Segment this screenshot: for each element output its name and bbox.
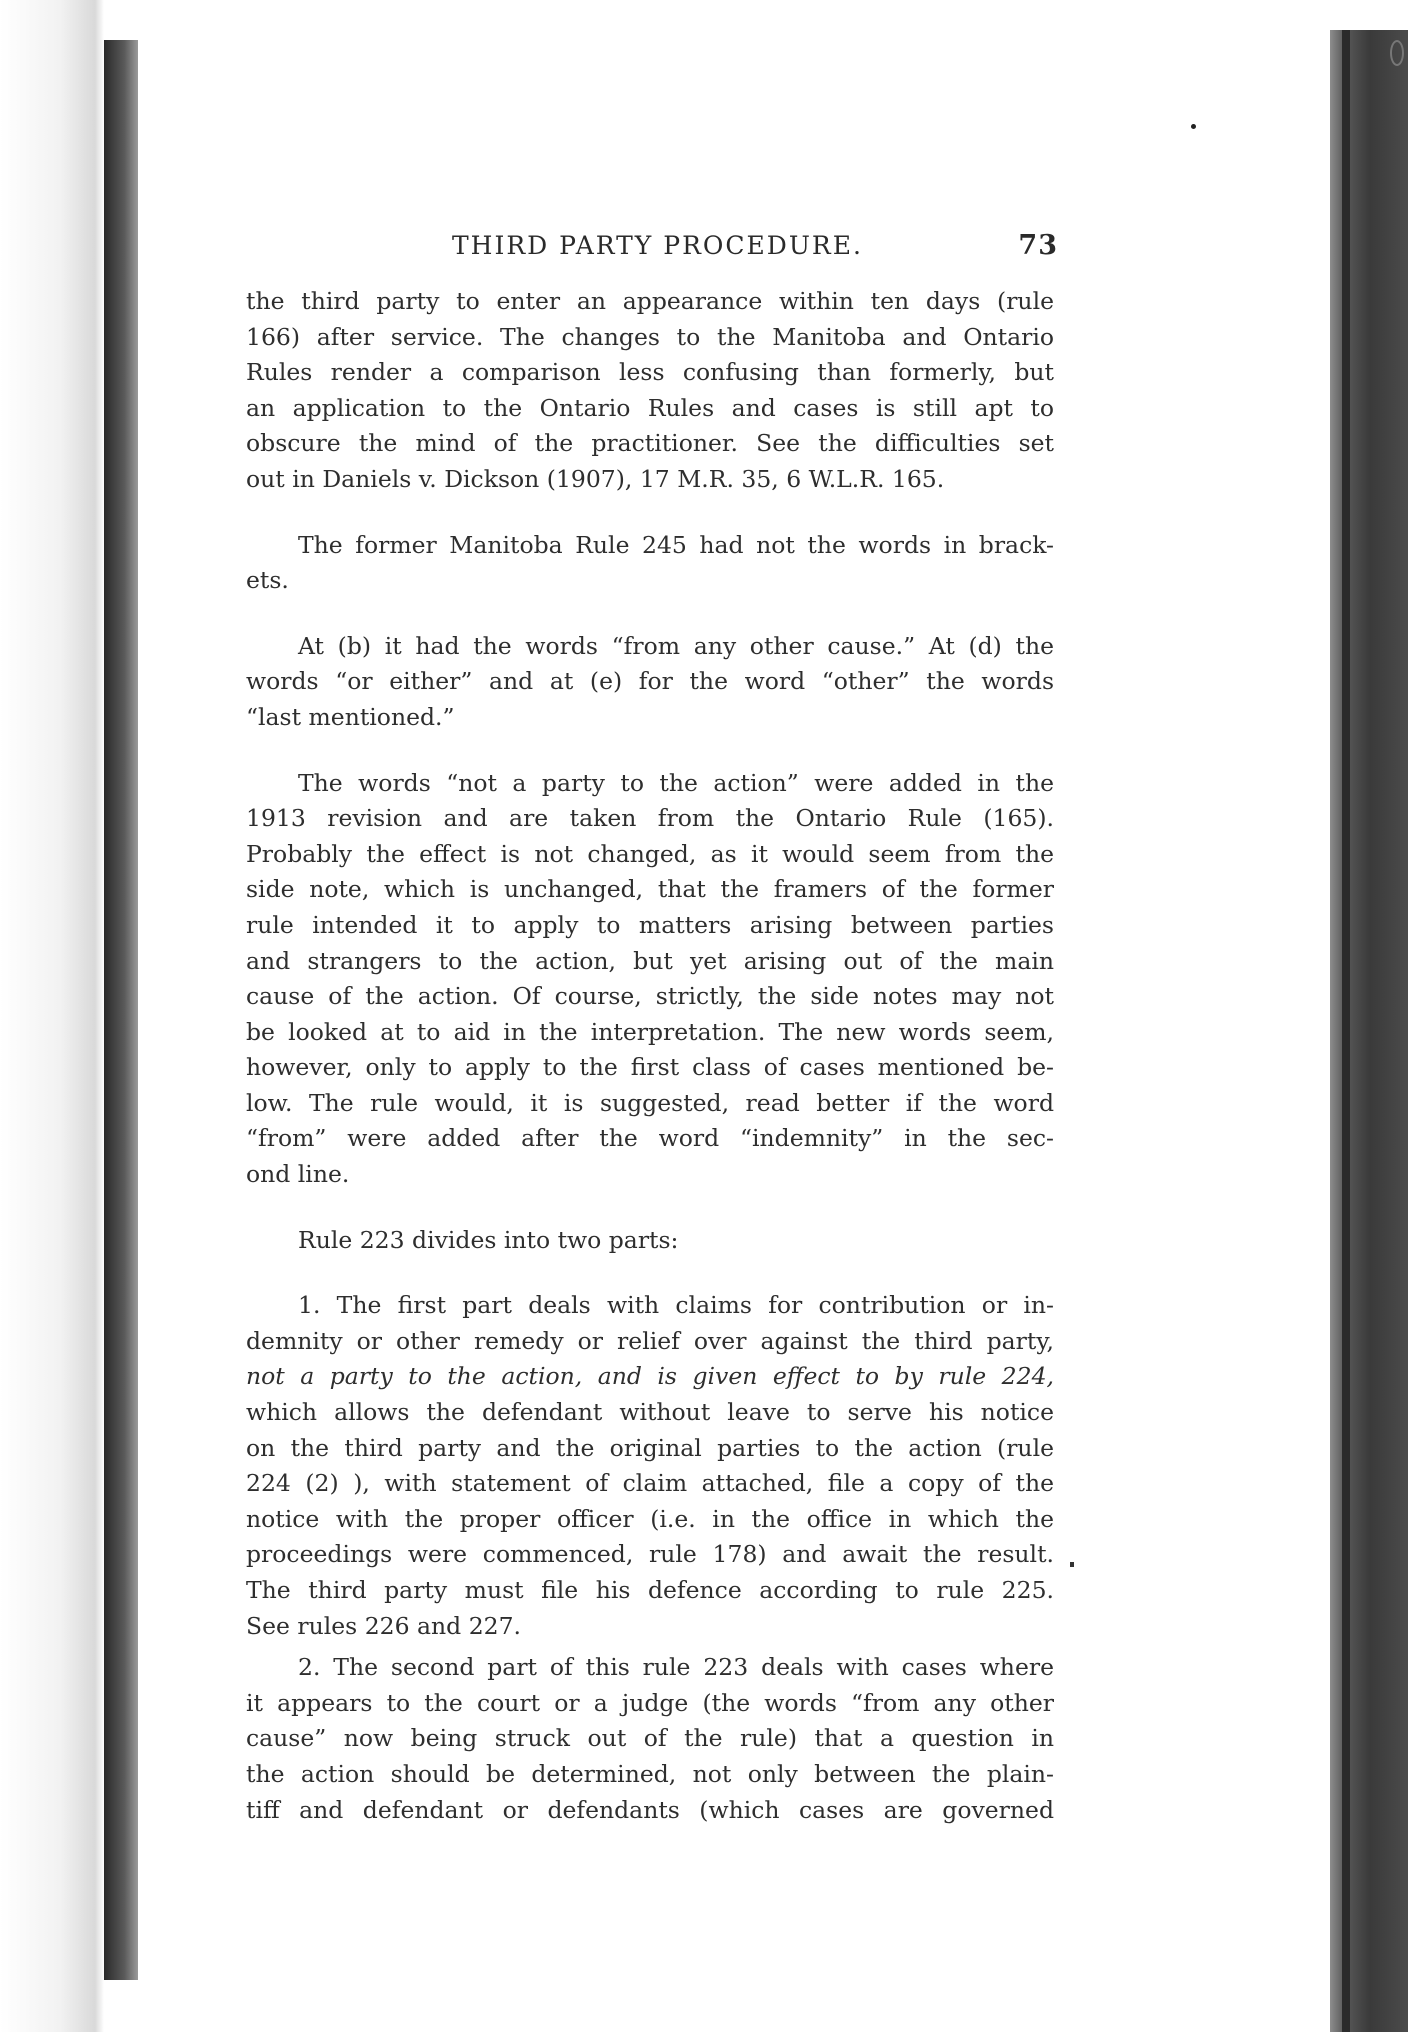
text-line: ets. — [246, 566, 289, 595]
text-line: The words “not a party to the action” were added in the — [298, 768, 1054, 797]
text-line: obscure the mind of the practitioner. See the difficulties set — [246, 429, 1054, 458]
cover-gutter — [1342, 30, 1350, 2032]
text-line: notice with the proper officer (i.e. in the office in which the — [246, 1504, 1054, 1533]
text-line: words “or either” and at (e) for the word “other” the words — [246, 667, 1054, 696]
paragraph — [246, 629, 1054, 736]
text-line: “last mentioned.” — [246, 702, 455, 731]
text-line: side note, which is unchanged, that the framers of the former — [246, 875, 1054, 904]
paragraph — [246, 528, 1054, 599]
text-line: 1. The first part deals with claims for contribution or in- — [298, 1291, 1054, 1320]
text-line: on the third party and the original parties to the action (rule — [246, 1433, 1054, 1462]
text-line: At (b) it had the words “from any other cause.” At (d) the — [298, 631, 1054, 660]
text-line: tiff and defendant or defendants (which cases are governed — [246, 1795, 1054, 1824]
paragraph — [246, 284, 1054, 498]
running-title: THIRD PARTY PROCEDURE. — [452, 231, 863, 260]
paragraph — [246, 766, 1054, 1193]
text-line: Rule 223 divides into two parts: — [298, 1225, 679, 1254]
text-line: the third party to enter an appearance within ten days (rule — [246, 287, 1054, 315]
text-line: “from” were added after the word “indemnity” in the sec- — [246, 1124, 1054, 1153]
page-number: 73 — [1018, 230, 1058, 261]
text-line: the action should be determined, not only between the plain- — [246, 1759, 1054, 1788]
text-line: proceedings were commenced, rule 178) and await the result. — [246, 1540, 1054, 1569]
text-line: not a party to the action, and is given effect to by rule 224, — [246, 1362, 1054, 1391]
cover-ring-mark — [1390, 40, 1404, 66]
text-line: 224 (2) ), with statement of claim attached, file a copy of the — [246, 1469, 1054, 1498]
text-line: The former Manitoba Rule 245 had not the words in brack- — [298, 530, 1054, 559]
text-line: and strangers to the action, but yet arising out of the main — [246, 946, 1054, 975]
text-line: ond line. — [246, 1160, 350, 1189]
text-line: 2. The second part of this rule 223 deals with cases where — [298, 1653, 1054, 1682]
left-page-edge — [0, 0, 104, 2032]
book-binding — [104, 40, 138, 1980]
text-line: which allows the defendant without leave to serve his notice — [246, 1398, 1054, 1427]
text-line: cause” now being struck out of the rule) that a question in — [246, 1724, 1054, 1753]
running-head — [452, 230, 1058, 270]
text-line: 166) after service. The changes to the Manitoba and Ontario — [246, 322, 1054, 351]
ink-speck — [1070, 1562, 1074, 1567]
text-line: Probably the effect is not changed, as it would seem from the — [246, 839, 1054, 868]
text-line: out in Daniels v. Dickson (1907), 17 M.R. 35, 6 W.L.R. 165. — [246, 464, 945, 493]
text-line: be looked at to aid in the interpretation. The new words seem, — [246, 1017, 1054, 1046]
text-line: cause of the action. Of course, strictly, the side notes may not — [246, 982, 1054, 1011]
body-text — [246, 284, 1054, 1828]
text-line: rule intended it to apply to matters arising between parties — [246, 910, 1054, 939]
paragraph — [246, 1223, 1054, 1259]
paragraph — [246, 1650, 1054, 1828]
text-line: 1913 revision and are taken from the Ontario Rule (165). — [246, 804, 1054, 833]
text-line: an application to the Ontario Rules and cases is still apt to — [246, 393, 1054, 422]
text-line: it appears to the court or a judge (the words “from any other — [246, 1688, 1054, 1717]
text-line: demnity or other remedy or relief over against the third party, — [246, 1326, 1054, 1355]
text-line: however, only to apply to the first class of cases mentioned be- — [246, 1053, 1054, 1082]
paragraph — [246, 1288, 1054, 1644]
text-line: Rules render a comparison less confusing than formerly, but — [246, 358, 1054, 387]
text-line: See rules 226 and 227. — [246, 1611, 522, 1640]
text-line: low. The rule would, it is suggested, read better if the word — [246, 1088, 1054, 1117]
text-line: The third party must file his defence according to rule 225. — [246, 1576, 1054, 1604]
ink-speck — [1191, 124, 1196, 129]
